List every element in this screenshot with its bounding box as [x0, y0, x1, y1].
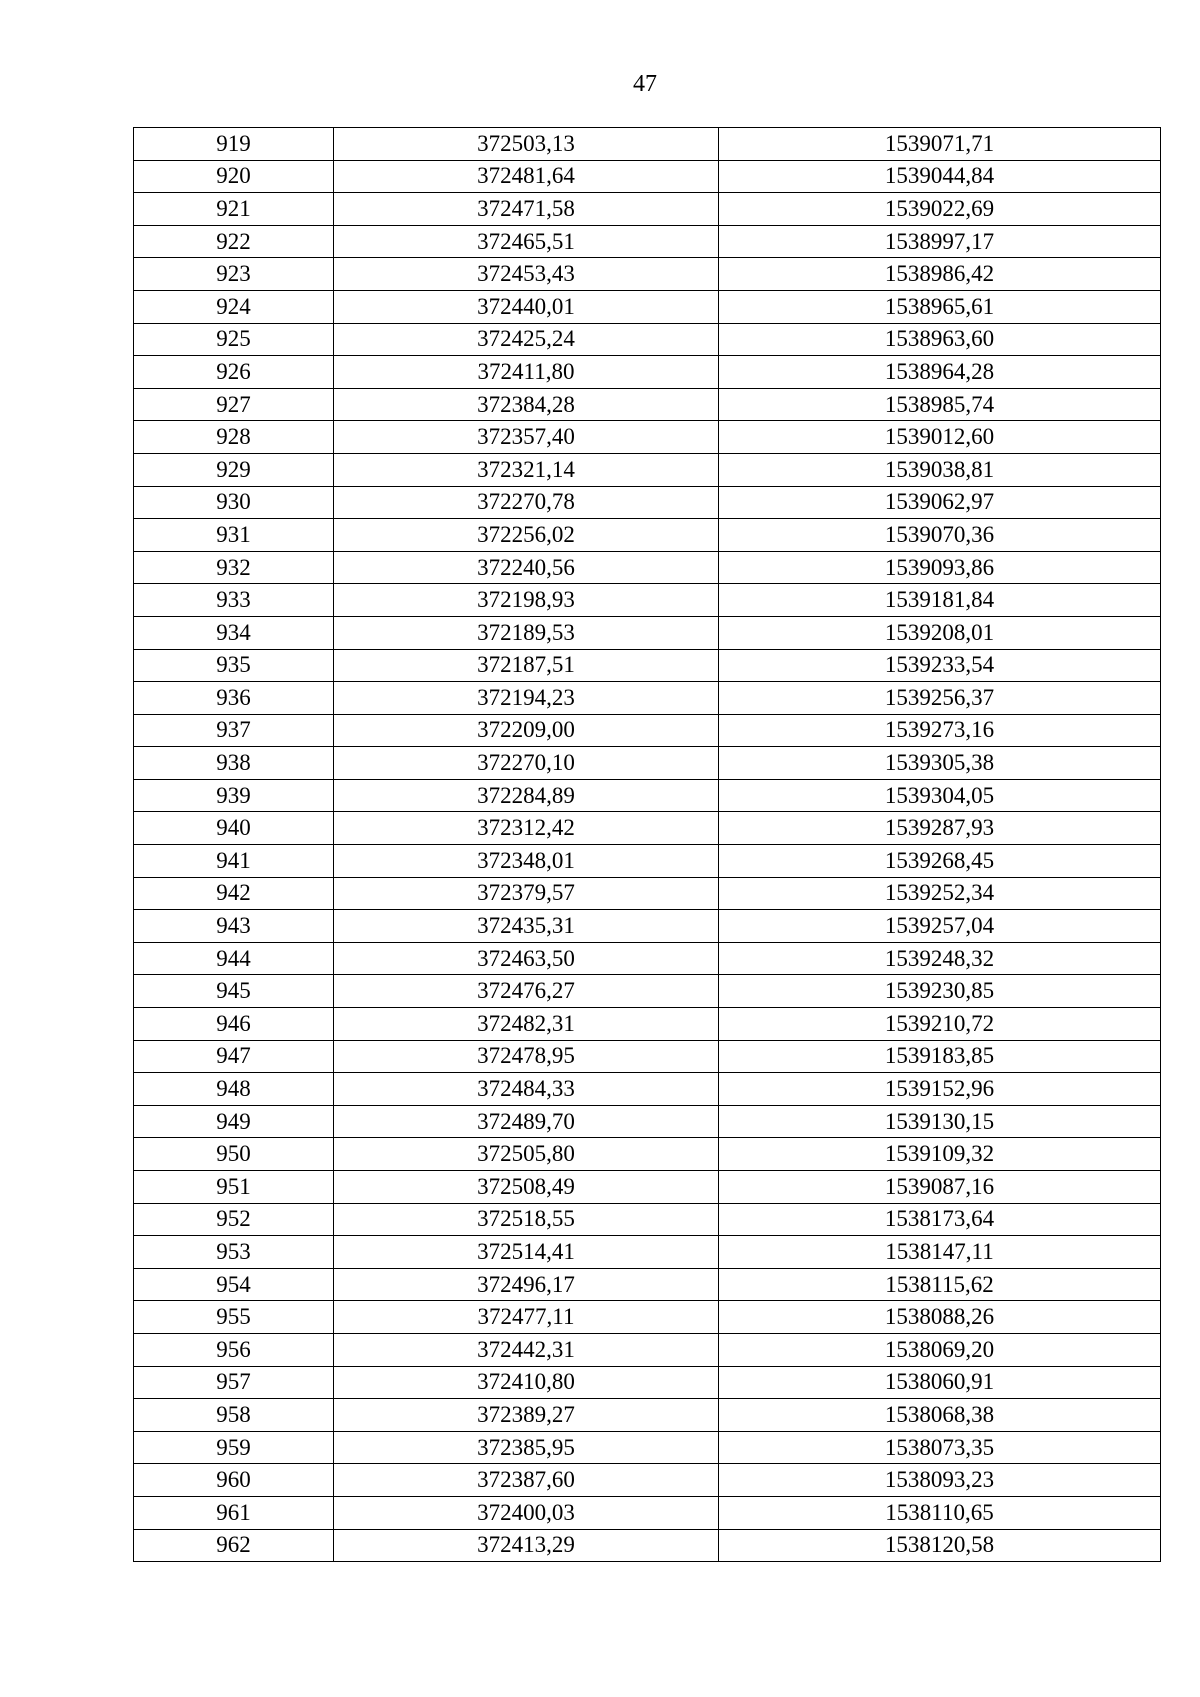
table-row [134, 845, 1161, 878]
x-coordinate-cell: 372514,41 [334, 1236, 719, 1269]
x-coordinate-cell: 372482,31 [334, 1008, 719, 1041]
x-coordinate-cell: 372348,01 [334, 845, 719, 878]
y-coordinate-cell: 1538985,74 [719, 388, 1161, 421]
point-number-cell: 931 [134, 519, 334, 552]
point-number-cell: 925 [134, 323, 334, 356]
point-number-cell: 923 [134, 258, 334, 291]
point-number-cell: 954 [134, 1268, 334, 1301]
table-row [134, 193, 1161, 226]
x-coordinate-cell: 372411,80 [334, 356, 719, 389]
x-coordinate-cell: 372256,02 [334, 519, 719, 552]
y-coordinate-cell: 1539070,36 [719, 519, 1161, 552]
x-coordinate-cell: 372189,53 [334, 616, 719, 649]
y-coordinate-cell: 1539093,86 [719, 551, 1161, 584]
table-row [134, 1171, 1161, 1204]
y-coordinate-cell: 1539256,37 [719, 682, 1161, 715]
y-coordinate-cell: 1538093,23 [719, 1464, 1161, 1497]
table-row [134, 388, 1161, 421]
x-coordinate-cell: 372384,28 [334, 388, 719, 421]
point-number-cell: 959 [134, 1431, 334, 1464]
y-coordinate-cell: 1539233,54 [719, 649, 1161, 682]
y-coordinate-cell: 1538068,38 [719, 1399, 1161, 1432]
y-coordinate-cell: 1539287,93 [719, 812, 1161, 845]
y-coordinate-cell: 1539071,71 [719, 128, 1161, 161]
x-coordinate-cell: 372357,40 [334, 421, 719, 454]
coordinates-table [133, 127, 1161, 1562]
table-row [134, 1105, 1161, 1138]
x-coordinate-cell: 372508,49 [334, 1171, 719, 1204]
y-coordinate-cell: 1538986,42 [719, 258, 1161, 291]
table-row [134, 910, 1161, 943]
point-number-cell: 962 [134, 1529, 334, 1562]
point-number-cell: 945 [134, 975, 334, 1008]
y-coordinate-cell: 1539087,16 [719, 1171, 1161, 1204]
y-coordinate-cell: 1539305,38 [719, 747, 1161, 780]
y-coordinate-cell: 1539022,69 [719, 193, 1161, 226]
x-coordinate-cell: 372465,51 [334, 225, 719, 258]
y-coordinate-cell: 1539130,15 [719, 1105, 1161, 1138]
table-row [134, 421, 1161, 454]
y-coordinate-cell: 1539230,85 [719, 975, 1161, 1008]
point-number-cell: 926 [134, 356, 334, 389]
table-row [134, 812, 1161, 845]
point-number-cell: 936 [134, 682, 334, 715]
x-coordinate-cell: 372194,23 [334, 682, 719, 715]
table-row [134, 1268, 1161, 1301]
table-row [134, 1040, 1161, 1073]
table-row [134, 356, 1161, 389]
table-row [134, 290, 1161, 323]
table-row [134, 1464, 1161, 1497]
x-coordinate-cell: 372387,60 [334, 1464, 719, 1497]
x-coordinate-cell: 372442,31 [334, 1333, 719, 1366]
point-number-cell: 924 [134, 290, 334, 323]
point-number-cell: 947 [134, 1040, 334, 1073]
table-row [134, 649, 1161, 682]
table-row [134, 1529, 1161, 1562]
y-coordinate-cell: 1539181,84 [719, 584, 1161, 617]
point-number-cell: 938 [134, 747, 334, 780]
point-number-cell: 955 [134, 1301, 334, 1334]
y-coordinate-cell: 1539012,60 [719, 421, 1161, 454]
x-coordinate-cell: 372503,13 [334, 128, 719, 161]
point-number-cell: 950 [134, 1138, 334, 1171]
y-coordinate-cell: 1539208,01 [719, 616, 1161, 649]
x-coordinate-cell: 372284,89 [334, 779, 719, 812]
x-coordinate-cell: 372471,58 [334, 193, 719, 226]
point-number-cell: 927 [134, 388, 334, 421]
point-number-cell: 937 [134, 714, 334, 747]
table-row [134, 942, 1161, 975]
table-row [134, 551, 1161, 584]
y-coordinate-cell: 1539109,32 [719, 1138, 1161, 1171]
y-coordinate-cell: 1538963,60 [719, 323, 1161, 356]
table-row [134, 975, 1161, 1008]
table-row [134, 1203, 1161, 1236]
coordinates-table-body [134, 128, 1161, 1562]
table-row [134, 519, 1161, 552]
point-number-cell: 919 [134, 128, 334, 161]
point-number-cell: 953 [134, 1236, 334, 1269]
point-number-cell: 960 [134, 1464, 334, 1497]
x-coordinate-cell: 372476,27 [334, 975, 719, 1008]
x-coordinate-cell: 372400,03 [334, 1496, 719, 1529]
point-number-cell: 943 [134, 910, 334, 943]
table-row [134, 486, 1161, 519]
page-number: 47 [633, 71, 657, 97]
point-number-cell: 941 [134, 845, 334, 878]
x-coordinate-cell: 372440,01 [334, 290, 719, 323]
table-row [134, 225, 1161, 258]
y-coordinate-cell: 1539268,45 [719, 845, 1161, 878]
y-coordinate-cell: 1538965,61 [719, 290, 1161, 323]
x-coordinate-cell: 372209,00 [334, 714, 719, 747]
y-coordinate-cell: 1539273,16 [719, 714, 1161, 747]
point-number-cell: 956 [134, 1333, 334, 1366]
y-coordinate-cell: 1538088,26 [719, 1301, 1161, 1334]
point-number-cell: 922 [134, 225, 334, 258]
y-coordinate-cell: 1539304,05 [719, 779, 1161, 812]
x-coordinate-cell: 372453,43 [334, 258, 719, 291]
x-coordinate-cell: 372481,64 [334, 160, 719, 193]
point-number-cell: 952 [134, 1203, 334, 1236]
y-coordinate-cell: 1539257,04 [719, 910, 1161, 943]
point-number-cell: 935 [134, 649, 334, 682]
x-coordinate-cell: 372312,42 [334, 812, 719, 845]
table-row [134, 453, 1161, 486]
point-number-cell: 932 [134, 551, 334, 584]
x-coordinate-cell: 372413,29 [334, 1529, 719, 1562]
x-coordinate-cell: 372198,93 [334, 584, 719, 617]
table-row [134, 779, 1161, 812]
y-coordinate-cell: 1539152,96 [719, 1073, 1161, 1106]
y-coordinate-cell: 1539248,32 [719, 942, 1161, 975]
y-coordinate-cell: 1538069,20 [719, 1333, 1161, 1366]
x-coordinate-cell: 372505,80 [334, 1138, 719, 1171]
table-row [134, 1399, 1161, 1432]
table-row [134, 1496, 1161, 1529]
point-number-cell: 928 [134, 421, 334, 454]
table-row [134, 877, 1161, 910]
y-coordinate-cell: 1538964,28 [719, 356, 1161, 389]
table-row [134, 1431, 1161, 1464]
x-coordinate-cell: 372240,56 [334, 551, 719, 584]
table-row [134, 1236, 1161, 1269]
point-number-cell: 934 [134, 616, 334, 649]
point-number-cell: 948 [134, 1073, 334, 1106]
x-coordinate-cell: 372321,14 [334, 453, 719, 486]
x-coordinate-cell: 372425,24 [334, 323, 719, 356]
table-row [134, 128, 1161, 161]
x-coordinate-cell: 372496,17 [334, 1268, 719, 1301]
y-coordinate-cell: 1538997,17 [719, 225, 1161, 258]
point-number-cell: 921 [134, 193, 334, 226]
point-number-cell: 939 [134, 779, 334, 812]
y-coordinate-cell: 1539038,81 [719, 453, 1161, 486]
y-coordinate-cell: 1538147,11 [719, 1236, 1161, 1269]
table-row [134, 258, 1161, 291]
point-number-cell: 951 [134, 1171, 334, 1204]
table-row [134, 616, 1161, 649]
point-number-cell: 920 [134, 160, 334, 193]
table-row [134, 714, 1161, 747]
x-coordinate-cell: 372484,33 [334, 1073, 719, 1106]
table-row [134, 323, 1161, 356]
point-number-cell: 942 [134, 877, 334, 910]
point-number-cell: 946 [134, 1008, 334, 1041]
point-number-cell: 929 [134, 453, 334, 486]
table-row [134, 1138, 1161, 1171]
point-number-cell: 930 [134, 486, 334, 519]
table-row [134, 1333, 1161, 1366]
table-row [134, 747, 1161, 780]
table-row [134, 160, 1161, 193]
x-coordinate-cell: 372478,95 [334, 1040, 719, 1073]
x-coordinate-cell: 372477,11 [334, 1301, 719, 1334]
x-coordinate-cell: 372389,27 [334, 1399, 719, 1432]
point-number-cell: 958 [134, 1399, 334, 1432]
y-coordinate-cell: 1539062,97 [719, 486, 1161, 519]
y-coordinate-cell: 1539210,72 [719, 1008, 1161, 1041]
table-row [134, 1301, 1161, 1334]
y-coordinate-cell: 1538173,64 [719, 1203, 1161, 1236]
x-coordinate-cell: 372270,10 [334, 747, 719, 780]
x-coordinate-cell: 372410,80 [334, 1366, 719, 1399]
y-coordinate-cell: 1539044,84 [719, 160, 1161, 193]
table-row [134, 1073, 1161, 1106]
point-number-cell: 949 [134, 1105, 334, 1138]
x-coordinate-cell: 372435,31 [334, 910, 719, 943]
point-number-cell: 933 [134, 584, 334, 617]
table-row [134, 682, 1161, 715]
y-coordinate-cell: 1538073,35 [719, 1431, 1161, 1464]
x-coordinate-cell: 372379,57 [334, 877, 719, 910]
x-coordinate-cell: 372187,51 [334, 649, 719, 682]
y-coordinate-cell: 1539252,34 [719, 877, 1161, 910]
y-coordinate-cell: 1538060,91 [719, 1366, 1161, 1399]
x-coordinate-cell: 372270,78 [334, 486, 719, 519]
table-row [134, 584, 1161, 617]
table-row [134, 1008, 1161, 1041]
point-number-cell: 940 [134, 812, 334, 845]
x-coordinate-cell: 372518,55 [334, 1203, 719, 1236]
point-number-cell: 957 [134, 1366, 334, 1399]
x-coordinate-cell: 372385,95 [334, 1431, 719, 1464]
y-coordinate-cell: 1538115,62 [719, 1268, 1161, 1301]
y-coordinate-cell: 1539183,85 [719, 1040, 1161, 1073]
x-coordinate-cell: 372489,70 [334, 1105, 719, 1138]
point-number-cell: 961 [134, 1496, 334, 1529]
y-coordinate-cell: 1538110,65 [719, 1496, 1161, 1529]
point-number-cell: 944 [134, 942, 334, 975]
y-coordinate-cell: 1538120,58 [719, 1529, 1161, 1562]
x-coordinate-cell: 372463,50 [334, 942, 719, 975]
table-row [134, 1366, 1161, 1399]
